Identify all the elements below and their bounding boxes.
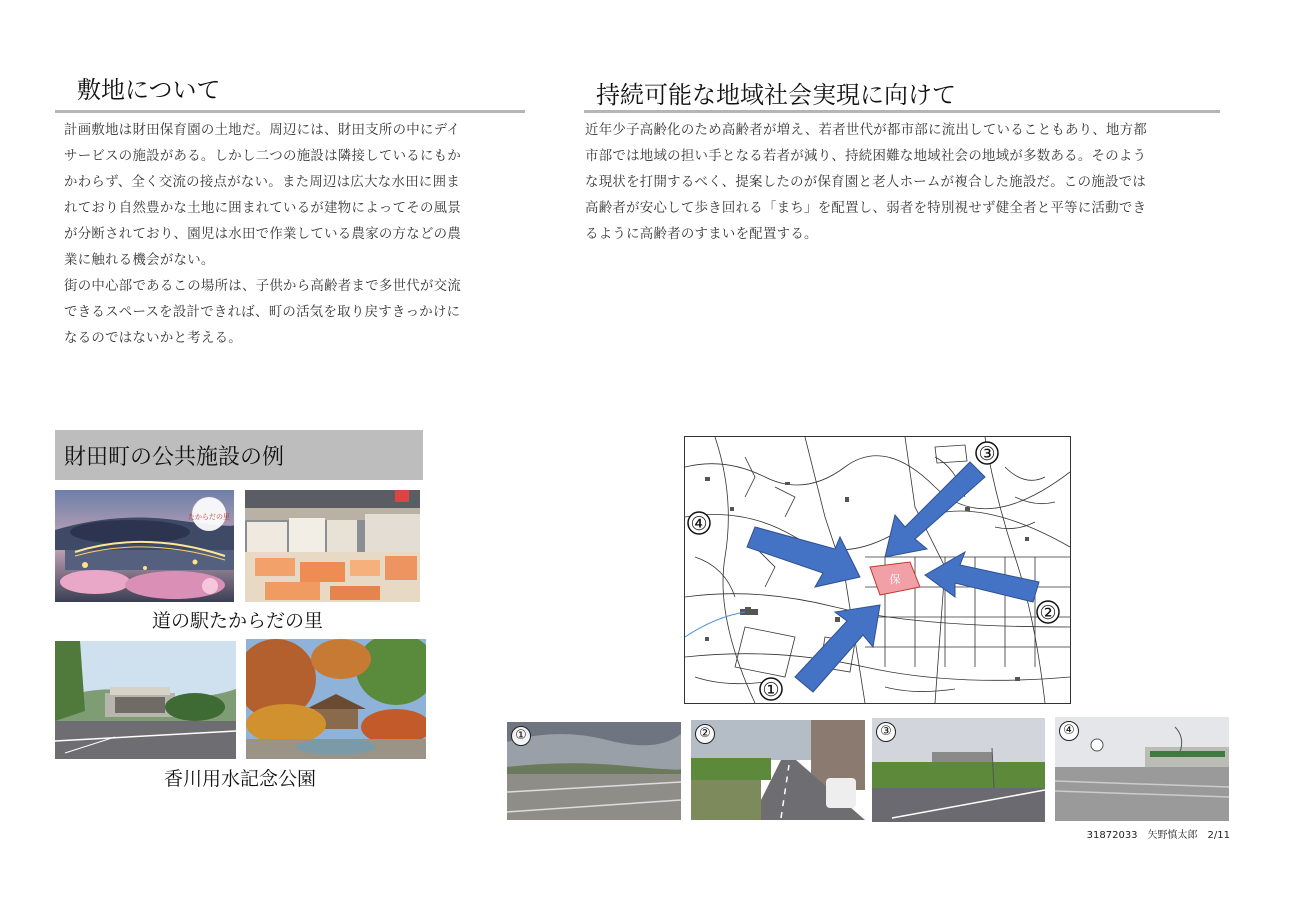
marker-4: ④ xyxy=(690,513,708,535)
site-map xyxy=(684,436,1071,704)
facilities-header xyxy=(55,430,423,480)
marker-3: ③ xyxy=(978,443,996,465)
photo-park-building xyxy=(55,641,236,759)
caption-kagawa-park: 香川用水記念公園 xyxy=(163,768,316,790)
street-view-4 xyxy=(1055,717,1229,821)
photo-michinoeki-night xyxy=(55,490,234,602)
street-view-label: ④ xyxy=(1059,721,1079,741)
street-view-label: ① xyxy=(511,726,531,746)
arrow-4 xyxy=(747,527,860,587)
caption-michinoeki: 道の駅たからだの里 xyxy=(151,610,323,632)
sign-text: たからだの里 xyxy=(188,513,230,521)
street-view-label: ③ xyxy=(876,722,896,742)
street-view-label: ② xyxy=(695,724,715,744)
facilities-title: 財田町の公共施設の例 xyxy=(64,445,285,470)
street-view-2 xyxy=(691,720,865,820)
photo-autumn-garden xyxy=(246,639,426,759)
site-label: 保 xyxy=(889,573,901,586)
site-description: 計画敷地は財田保育園の土地だ。周辺には、財田支所の中にデイ サービスの施設がある。しかし二つの施設は隣接しているにもか かわらず、全く交流の接点がない。また周辺は広大な水田に囲ま れており自然豊かな土地に囲まれているが建物によってその風景 が分断されており、園児は水田で作業している農家の方などの農 業に触れる機会がない。 街の中心部であるこの場所は、子供から高齢者まで多世代が交流 できるスペースを設計できれば、町の活気を取り戻すきっかけに なるのではないかと考える。 xyxy=(64,123,462,346)
photo-fruit-market xyxy=(245,490,420,602)
marker-1: ① xyxy=(762,679,780,701)
sustainable-description: 近年少子高齢化のため高齢者が増え、若者世代が都市部に流出していることもあり、地方都 市部では地域の担い手となる若者が減り、持続困難な地域社会の地域が多数ある。そのよう な現状を打開するべく、提案したのが保育園と老人ホームが複合した施設だ。この施設では 高齢者が安心して歩き回れる「まち」を配置し、弱者を特別視せず健全者と平等に活動でき るように高齢者のすまいを配置する。 xyxy=(585,123,1148,242)
street-view-3 xyxy=(872,718,1045,822)
section-title-site: 敷地について xyxy=(77,76,221,104)
title-underline xyxy=(584,110,1220,113)
title-underline xyxy=(55,110,525,113)
street-view-1 xyxy=(507,722,681,820)
marker-2: ② xyxy=(1039,602,1057,624)
page-footer: 31872033 矢野慎太郎 2/11 xyxy=(1086,830,1230,841)
section-title-sustainable: 持続可能な地域社会実現に向けて xyxy=(596,81,956,109)
